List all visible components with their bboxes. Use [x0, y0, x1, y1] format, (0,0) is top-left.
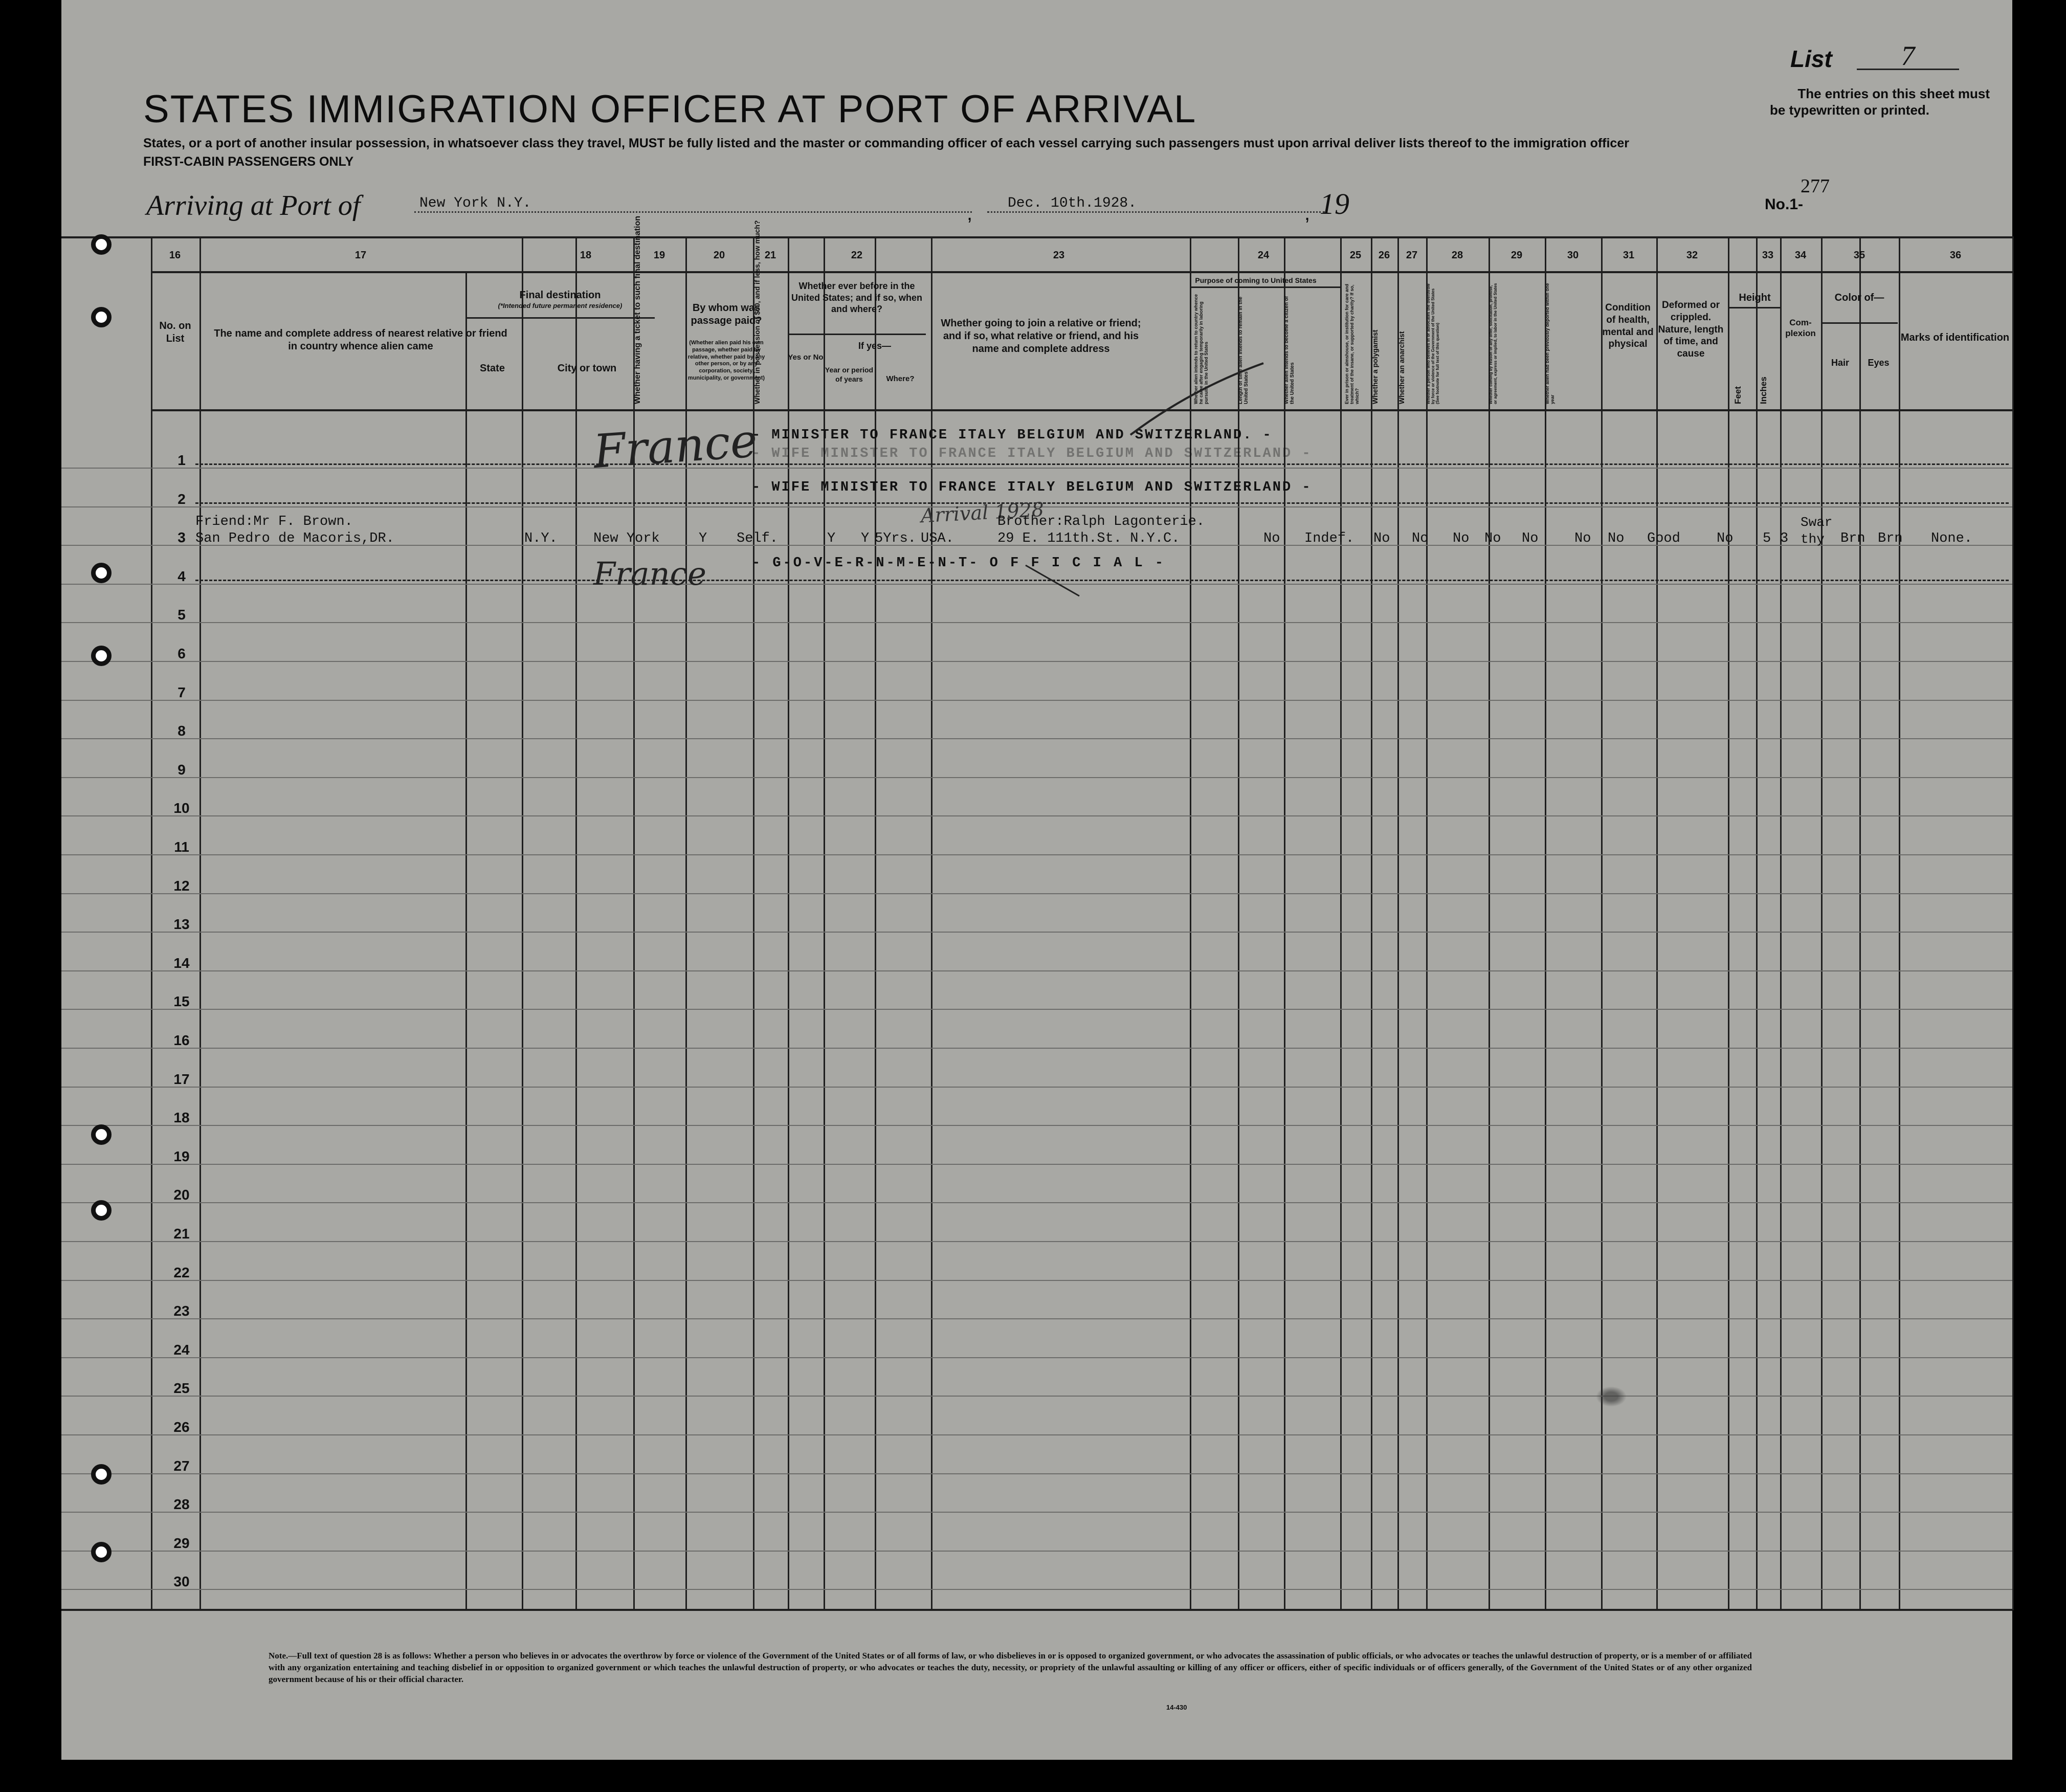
column-rule [522, 236, 523, 1610]
column-rule [1397, 236, 1399, 1610]
row-number: 2 [177, 491, 186, 507]
col32-header: Deformed or crippled. Nature, length of time, and cause [1658, 300, 1724, 359]
row3-before-years: 5Yrs. [875, 531, 917, 546]
column-number: 36 [1949, 250, 1962, 261]
row-number: 14 [173, 955, 190, 971]
col29-header: Whether coming by reason of any offer, solicitation, promise, or agreement, express or implied, to labor in the United States [1489, 283, 1498, 404]
row3-feet: 5 [1763, 531, 1771, 546]
handwritten-arrival: Arrival 1928 [920, 498, 1045, 527]
col22-year: Year or period of years [825, 366, 874, 383]
row-rule [61, 738, 2012, 739]
column-rule [1756, 236, 1758, 1610]
row-number: 10 [173, 800, 190, 816]
column-rule [1426, 236, 1428, 1610]
row-number: 30 [173, 1574, 190, 1590]
handwritten-france-1: France [591, 413, 760, 479]
row-rule [61, 468, 2012, 469]
row-number: 25 [173, 1380, 190, 1397]
row3-overthrow: No [1522, 531, 1539, 546]
column-rule [1340, 236, 1342, 1610]
dashed-entry-line [195, 463, 2009, 465]
row-rule [61, 1434, 2012, 1435]
stamp-minister: - MINISTER TO FRANCE ITALY BELGIUM AND SWITZERLAND. - [752, 428, 1273, 443]
col23-header: Whether going to join a relative or friend; and if so, what relative or friend, and his name and complete address [941, 318, 1141, 355]
row-rule [61, 1396, 2012, 1397]
column-rule [1899, 236, 1900, 1610]
column-rule [1821, 236, 1823, 1610]
row-rule [61, 622, 2012, 623]
column-number: 28 [1451, 250, 1463, 261]
row-number: 21 [173, 1226, 190, 1242]
row-rule [61, 1048, 2012, 1049]
col28-header: Whether a person who believes in or advocates the overthrow by force or violence of the Government of the United States (See footnote for full text of this question) [1426, 283, 1440, 404]
row-rule [61, 1318, 2012, 1319]
col33-feet: Feet [1733, 386, 1743, 404]
col18-note: (*Intended future permanent residence) [498, 302, 623, 309]
row-number: 18 [173, 1110, 190, 1126]
row3-prison: No [1412, 531, 1429, 546]
table-bottom-border [61, 1609, 2012, 1611]
col22-ifyes: If yes— [858, 341, 892, 351]
col22-yesno: Yes or No [788, 353, 824, 362]
row-number: 20 [173, 1187, 190, 1203]
row3-before-yes: Y [861, 531, 870, 546]
handwritten-france-2: France [593, 555, 706, 592]
row-number: 16 [173, 1032, 190, 1048]
row-number: 15 [173, 993, 190, 1010]
row-number: 9 [177, 761, 186, 778]
row-rule [61, 1589, 2012, 1590]
row-rule [61, 854, 2012, 855]
year-label: 19 [1320, 187, 1349, 220]
column-number: 18 [580, 250, 592, 261]
no-value: 277 [1801, 175, 1830, 197]
column-number: 32 [1686, 250, 1698, 261]
col18-state: State [480, 363, 505, 374]
instruction-line-1: The entries on this sheet must [1797, 86, 1990, 101]
comma-1: , [967, 202, 973, 225]
row3-complexion: Swarthy [1801, 515, 1833, 547]
row-number: 12 [173, 877, 190, 894]
row-rule [61, 1241, 2012, 1242]
row3-offer: No [1574, 531, 1591, 546]
col35-hair: Hair [1831, 358, 1849, 368]
stamp-minister-shadow: - WIFE MINISTER TO FRANCE ITALY BELGIUM AND SWITZERLAND - [752, 446, 1312, 461]
col25-header: Ever in prison or almshouse, or institution for care and treatment of the insane, or supported by charity? If so, which? [1344, 283, 1360, 404]
row-number: 13 [173, 916, 190, 933]
binder-hole [91, 1542, 112, 1562]
row-rule [61, 1280, 2012, 1281]
header-number-rule [151, 271, 2012, 273]
row-rule [61, 1512, 2012, 1513]
row3-return: No [1263, 531, 1280, 546]
column-rule [1656, 236, 1658, 1610]
dashed-entry-line [195, 502, 2009, 504]
subheader-rule [1190, 286, 1340, 288]
row-rule [61, 1125, 2012, 1126]
col19-header: Whether having a ticket to such final destination [633, 215, 642, 404]
row3-deformed: No [1717, 531, 1734, 546]
row3-paid-by: Self. [737, 531, 779, 546]
list-label: List [1790, 46, 1832, 72]
column-number: 26 [1378, 250, 1390, 261]
col33-header: Height [1739, 292, 1771, 303]
column-number: 20 [713, 250, 725, 261]
footnote: Note.—Full text of question 28 is as follows: Whether a person who believes in or advocates the overthrow by force or violence of the Government of the United States or of all forms of law, or who disbelieves in or is opposed to organized government, or who advocates the assassination of public officials, or who advocates or teaches the unlawful destruction of property, or is a member of or affiliated with any organization entertaining and teaching disbelief in or opposition to organized government or which teaches the unlawful destruction of property, or who advocates or teaches the duty, necessity, or propriety of the unlawful assaulting or killing of any officer or officers, either of specific individuals or of officers generally, of the Government of the United States or of any other organized government because of his or their official character. [269, 1651, 1752, 1684]
row-rule [61, 1202, 2012, 1203]
row3-anarchist: No [1484, 531, 1501, 546]
row3-polygamist: No [1453, 531, 1470, 546]
col17-header: The name and complete address of nearest relative or friend in country whence alien came [214, 328, 507, 352]
column-number: 22 [851, 250, 863, 261]
row-number: 22 [173, 1264, 190, 1280]
col27-header: Whether an anarchist [1397, 331, 1406, 404]
row3-hair: Brn [1840, 531, 1865, 546]
col24a-header: Whether alien intends to return to country whence he came after engaging temporarily in laboring pursuits in the United States [1193, 294, 1209, 404]
table-top-border [61, 236, 2012, 238]
row-number: 23 [173, 1303, 190, 1319]
row-rule [61, 1009, 2012, 1010]
row-number: 19 [173, 1148, 190, 1164]
subtitle-line-1: States, or a port of another insular possession, in whatsoever class they travel, MUST be fully listed and the master or commanding officer of each vessel carrying such passengers must upon arrival deliver lists thereof to the immigration officer [143, 136, 1629, 150]
row-number: 5 [177, 607, 186, 623]
column-number: 30 [1567, 250, 1579, 261]
col33-inches: Inches [1759, 377, 1768, 404]
row-number: 1 [177, 452, 186, 468]
col22-where: Where? [886, 374, 915, 383]
binder-hole [91, 563, 112, 583]
col21-header: Whether in possession of $50, and if less, how much? [753, 220, 761, 404]
binder-hole [91, 307, 112, 327]
row-rule [61, 815, 2012, 816]
column-rule [575, 236, 577, 1610]
handwritten-stroke [1125, 358, 1269, 440]
header-bottom-rule [151, 409, 2012, 411]
row3-length: Indef. [1304, 531, 1354, 546]
binder-hole [91, 1124, 112, 1145]
row-number: 4 [177, 568, 186, 584]
form-number: 14-430 [1166, 1703, 1187, 1711]
col34-header: Com- plexion [1785, 318, 1816, 339]
row-rule [61, 1473, 2012, 1474]
list-number: 7 [1857, 40, 1959, 70]
column-rule [151, 236, 152, 1610]
col20-header: By whom was passage paid? [691, 302, 762, 326]
column-number: 19 [653, 250, 665, 261]
column-number: 31 [1623, 250, 1635, 261]
column-rule [1489, 236, 1490, 1610]
col35-eyes: Eyes [1868, 358, 1890, 368]
column-rule [2012, 236, 2014, 1610]
column-number: 17 [354, 250, 367, 261]
col30-header: Whether alien had been previously deported within one year [1545, 283, 1555, 404]
row-rule [61, 1087, 2012, 1088]
handwritten-stroke-2 [1023, 563, 1084, 599]
subheader-rule [1728, 307, 1780, 308]
row3-state: N.Y. [524, 531, 558, 546]
column-number: 23 [1053, 250, 1065, 261]
row-number: 26 [173, 1419, 190, 1435]
row-rule [61, 1164, 2012, 1165]
col24-header: Purpose of coming to United States [1195, 276, 1317, 284]
binder-hole [91, 1200, 112, 1221]
binder-hole [91, 1464, 112, 1485]
row3-friend-line2: San Pedro de Macoris,DR. [195, 531, 394, 546]
row3-inches: 3 [1780, 531, 1789, 546]
column-number: 34 [1794, 250, 1807, 261]
row-rule [61, 661, 2012, 662]
column-number: 29 [1510, 250, 1523, 261]
arriving-label: Arriving at Port of [146, 190, 361, 222]
col24b-header: Length of time alien intends to remain in the United States [1238, 296, 1249, 404]
column-rule [1728, 236, 1729, 1610]
column-rule [465, 273, 467, 1610]
row3-before-where: USA. [921, 531, 954, 546]
col35-header: Color of— [1834, 292, 1884, 303]
row3-friend-line1: Friend:Mr F. Brown. [195, 514, 353, 529]
col26-header: Whether a polygamist [1371, 329, 1379, 404]
column-number: 16 [169, 250, 181, 261]
row3-ticket: Y [699, 531, 707, 546]
row-number: 7 [177, 684, 186, 700]
row3-marks: None. [1931, 531, 1973, 546]
row-number: 8 [177, 723, 186, 739]
row3-deported: No [1608, 531, 1625, 546]
row-rule [61, 777, 2012, 778]
row3-city: New York [593, 531, 660, 546]
col22-header: Whether ever before in the United States; and if so, when and where? [791, 281, 923, 314]
row-rule [61, 970, 2012, 971]
subheader-rule [465, 317, 655, 319]
stamp-wife-minister: - WIFE MINISTER TO FRANCE ITALY BELGIUM AND SWITZERLAND - [752, 480, 1312, 495]
col24c-header: Whether alien intends to become a citizen of the United States [1284, 296, 1295, 404]
row3-citizen: No [1373, 531, 1390, 546]
row-number: 27 [173, 1457, 190, 1474]
column-rule [1859, 236, 1861, 1610]
column-rule [1371, 236, 1372, 1610]
row-number: 6 [177, 646, 186, 661]
subheader-rule [788, 334, 926, 335]
column-number: 27 [1406, 250, 1418, 261]
column-number: 21 [764, 250, 776, 261]
stamp-government-official: - G-O-V-E-R-N-M-E-N-T- O F F I C I A L - [752, 556, 1166, 571]
column-number: 24 [1257, 250, 1270, 261]
column-rule [1545, 236, 1546, 1610]
col20-note: (Whether alien paid his own passage, whether paid by relative, whether paid by any other person, or by any corporation, society, municipality, or government) [687, 340, 765, 381]
no-label: No.1- [1765, 196, 1803, 213]
row-rule [61, 1551, 2012, 1552]
row3-health: Good [1647, 531, 1680, 546]
date-value: Dec. 10th.1928. [987, 195, 1325, 213]
row3-join-line2: 29 E. 111th.St. N.Y.C. [997, 531, 1180, 546]
subheader-rule [1821, 322, 1898, 324]
column-number: 33 [1762, 250, 1774, 261]
column-number: 35 [1853, 250, 1865, 261]
row3-join-line1: Brother:Ralph Lagonterie. [997, 514, 1205, 529]
col18-city: City or town [557, 363, 617, 374]
comma-2: , [1304, 202, 1310, 225]
row-rule [61, 893, 2012, 894]
column-rule [199, 236, 201, 1610]
col18-header: Final destination [519, 290, 601, 301]
row3-money: Y [827, 531, 836, 546]
column-rule [1284, 236, 1285, 1610]
row-rule [61, 700, 2012, 701]
binder-hole [91, 646, 112, 666]
row3-eyes: Brn [1878, 531, 1903, 546]
row-rule [61, 1357, 2012, 1358]
manifest-sheet [61, 0, 2012, 1760]
row-number: 3 [177, 529, 186, 546]
binder-hole [91, 234, 112, 255]
ink-spot [1596, 1386, 1627, 1407]
row-number: 17 [173, 1071, 190, 1087]
column-number: 25 [1349, 250, 1362, 261]
col16-header: No. on List [159, 320, 191, 344]
subtitle-line-2: FIRST-CABIN PASSENGERS ONLY [143, 154, 354, 169]
row-number: 28 [173, 1496, 190, 1513]
column-rule [1780, 236, 1782, 1610]
dashed-entry-line [195, 580, 2009, 581]
instruction-line-2: be typewritten or printed. [1770, 102, 1930, 118]
row-number: 29 [173, 1535, 190, 1551]
col31-header: Condition of health, mental and physical [1602, 302, 1654, 350]
port-value: New York N.Y. [414, 195, 972, 213]
row-rule [61, 932, 2012, 933]
col36-header: Marks of identification [1900, 332, 2010, 343]
row-number: 11 [174, 839, 189, 855]
sheet-title: STATES IMMIGRATION OFFICER AT PORT OF ARRIVAL [143, 87, 1197, 131]
row-number: 24 [173, 1341, 190, 1358]
